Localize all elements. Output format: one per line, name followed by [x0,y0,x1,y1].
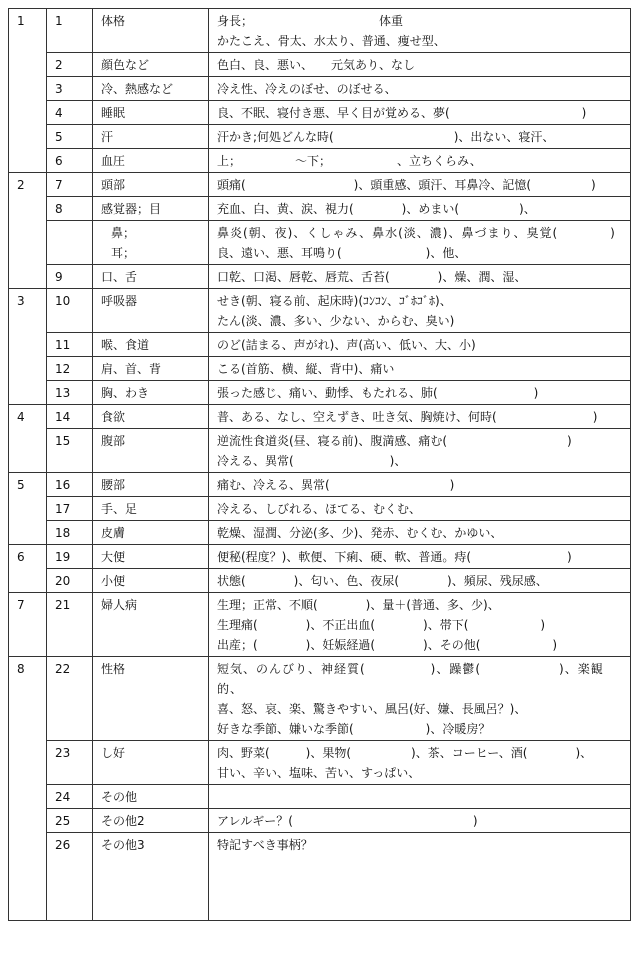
detail-cell[interactable] [209,497,631,521]
detail-cell[interactable] [209,833,631,921]
detail-text: 冷える、異常( )、 [217,454,407,468]
detail-text: 喜、怒、哀、楽、驚きやすい、風呂(好、嫌、長風呂？)、 [217,702,527,716]
detail-text: 充血、白、黄、涙、視力( )、めまい( )、 [217,202,536,216]
item-number-cell [47,833,93,921]
table-row [9,429,631,473]
item-number: 17 [55,502,71,516]
item-number: 7 [55,178,63,192]
item-label-cell [93,289,209,333]
item-label: 冷、熱感など [101,82,174,96]
item-number-cell [47,545,93,569]
item-label: 耳； [111,246,136,260]
table-row [9,809,631,833]
detail-cell[interactable] [209,289,631,333]
item-label: 血圧 [101,154,126,168]
detail-text: 甘い、辛い、塩味、苦い、すっぱい、 [217,766,421,780]
item-label-cell [93,101,209,125]
item-label: 大便 [101,550,126,564]
detail-text: 汗かき;何処どんな時( )、出ない、寝汗、 [217,130,555,144]
detail-text: かたこえ、骨太、水太り、普通、痩せ型、 [217,34,446,48]
detail-cell[interactable] [209,77,631,101]
detail-text: 頭痛( )、頭重感、頭汗、耳鼻冷、記憶( ) [217,178,596,192]
item-number: 3 [55,82,63,96]
group-number-cell [9,657,47,741]
detail-cell[interactable] [209,405,631,429]
item-number-cell [47,101,93,125]
detail-text: 冷える、しびれる、ほてる、むくむ、 [217,502,422,516]
detail-text: 色白、良、悪い、 元気あり、なし [217,58,416,72]
item-number: 21 [55,598,71,612]
table-row [9,101,631,125]
detail-text: アレルギー？( ) [217,814,478,828]
group-number-cell [9,77,47,101]
item-number-cell [47,9,93,53]
group-number-cell [9,545,47,569]
group-number-cell [9,173,47,197]
detail-cell[interactable] [209,125,631,149]
item-number-cell [47,221,93,265]
item-label: 胸、わき [101,386,150,400]
item-number: 2 [55,58,63,72]
detail-text: 好きな季節、嫌いな季節( )、冷暖房？ [217,722,491,736]
table-row [9,333,631,357]
table-row [9,197,631,221]
item-number-cell [47,741,93,785]
detail-text: 生理痛( )、不正出血( )、帯下( ) [217,618,546,632]
item-number-cell [47,53,93,77]
detail-text: 状態( )、匂い、色、夜尿( )、頻尿、残尿感、 [217,574,548,588]
group-number-cell [9,289,47,333]
item-number-cell [47,521,93,545]
item-label: し好 [101,746,126,760]
group-number-cell [9,593,47,657]
item-label: 手、足 [101,502,138,516]
item-label-cell [93,77,209,101]
detail-cell[interactable] [209,785,631,809]
item-label-cell [93,593,209,657]
item-label: 汗 [101,130,114,144]
detail-cell[interactable] [209,221,631,265]
group-number-cell [9,473,47,497]
detail-text: 肉、野菜( )、果物( )、茶、コーヒー、酒( )、 [217,746,593,760]
group-number-cell [9,357,47,381]
detail-cell[interactable] [209,9,631,53]
item-label-cell [93,785,209,809]
item-label-cell [93,497,209,521]
item-label: 小便 [101,574,126,588]
group-number-cell [9,221,47,265]
item-number-cell [47,497,93,521]
table-row [9,221,631,265]
table-row [9,289,631,333]
table-row [9,657,631,741]
item-label-cell [93,197,209,221]
item-number-cell [47,77,93,101]
health-questionnaire-table [8,8,631,921]
item-label: その他3 [101,838,145,852]
table-row [9,357,631,381]
item-number: 9 [55,270,63,284]
table-row [9,833,631,921]
table-row [9,173,631,197]
group-number: 7 [17,598,25,612]
table-row [9,521,631,545]
detail-cell[interactable] [209,101,631,125]
item-number-cell [47,289,93,333]
group-number: 6 [17,550,25,564]
item-label: 腰部 [101,478,126,492]
item-number-cell [47,809,93,833]
group-number-cell [9,569,47,593]
item-number-cell [47,785,93,809]
item-label: 喉、食道 [101,338,150,352]
detail-text: 良、不眠、寝付き悪、早く目が覚める、夢( ) [217,106,587,120]
item-number-cell [47,125,93,149]
detail-cell[interactable] [209,473,631,497]
item-number-cell [47,265,93,289]
detail-text: 特記すべき事柄？ [217,838,313,852]
item-label-cell [93,357,209,381]
item-label-cell [93,221,209,265]
item-number: 8 [55,202,63,216]
table-row [9,77,631,101]
detail-cell[interactable] [209,809,631,833]
detail-text: たん(淡、濃、多い、少ない、からむ、臭い) [217,314,455,328]
group-number-cell [9,429,47,473]
item-label: 感覚器；目 [101,202,162,216]
detail-text: のど(詰まる、声がれ)、声(高い、低い、大、小) [217,338,476,352]
detail-text: 上； ～下； 、立ちくらみ、 [217,154,482,168]
detail-cell[interactable] [209,333,631,357]
item-number-cell [47,593,93,657]
detail-cell[interactable] [209,173,631,197]
detail-text: 短気、のんびり、神経質( )、躁鬱( )、楽観的、 [217,662,604,696]
table-row [9,545,631,569]
group-number-cell [9,265,47,289]
item-number: 5 [55,130,63,144]
item-label: 顔色など [101,58,150,72]
item-label-cell [93,173,209,197]
detail-text: せき(朝、寝る前、起床時)(ｺﾝｺﾝ、ｺﾞﾎｺﾞﾎ)、 [217,294,452,308]
item-number: 4 [55,106,63,120]
item-label-cell [93,521,209,545]
group-number-cell [9,381,47,405]
item-label: その他 [101,790,138,804]
item-label: 婦人病 [101,598,138,612]
item-label-cell [93,657,209,741]
group-number-cell [9,497,47,521]
group-number: 8 [17,662,25,676]
detail-cell[interactable] [209,657,631,741]
detail-cell[interactable] [209,357,631,381]
item-number: 15 [55,434,71,448]
item-label-cell [93,125,209,149]
item-number: 18 [55,526,71,540]
item-number: 6 [55,154,63,168]
table-row [9,593,631,657]
item-label-cell [93,473,209,497]
detail-cell[interactable] [209,569,631,593]
item-label: 食欲 [101,410,126,424]
detail-cell[interactable] [209,149,631,173]
detail-text: 身長； 体重 [217,14,404,28]
item-number-cell [47,473,93,497]
group-number-cell [9,785,47,809]
group-number-cell [9,809,47,833]
item-label-cell [93,9,209,53]
detail-cell[interactable] [209,741,631,785]
table-row [9,125,631,149]
item-label-cell [93,333,209,357]
detail-text: 良、遠い、悪、耳鳴り( )、他、 [217,246,467,260]
detail-cell[interactable] [209,429,631,473]
item-label-cell [93,741,209,785]
item-label-cell [93,53,209,77]
group-number: 2 [17,178,25,192]
table-row [9,785,631,809]
item-number: 12 [55,362,71,376]
item-number: 10 [55,294,71,308]
detail-cell[interactable] [209,593,631,657]
table-row [9,497,631,521]
item-number: 16 [55,478,71,492]
group-number: 5 [17,478,25,492]
table-row [9,265,631,289]
group-number-cell [9,741,47,785]
item-number: 1 [55,14,63,28]
detail-text: 冷え性、冷えのぼせ、のぼせる、 [217,82,397,96]
item-number-cell [47,569,93,593]
item-number-cell [47,429,93,473]
table-row [9,381,631,405]
table-row [9,9,631,53]
item-label: 腹部 [101,434,126,448]
group-number-cell [9,333,47,357]
group-number-cell [9,101,47,125]
detail-cell[interactable] [209,545,631,569]
item-number: 20 [55,574,71,588]
table-row [9,53,631,77]
item-number-cell [47,357,93,381]
detail-text: 出産；( )、妊娠経過( )、その他( ) [217,638,558,652]
item-label-cell [93,265,209,289]
item-number-cell [47,197,93,221]
table-row [9,149,631,173]
item-label-cell [93,405,209,429]
detail-text: 口乾、口渇、唇乾、唇荒、舌苔( )、燥、潤、湿、 [217,270,527,284]
item-label-cell [93,429,209,473]
item-number: 19 [55,550,71,564]
item-number: 13 [55,386,71,400]
item-label: 鼻； [111,226,136,240]
detail-text: 鼻炎(朝、夜)、くしゃみ、鼻水(淡、濃)、鼻づまり、臭覚( ) [217,226,616,240]
detail-text: こる(首筋、横、縦、背中)、痛い [217,362,395,376]
item-label: 皮膚 [101,526,126,540]
item-label-cell [93,833,209,921]
table-row [9,473,631,497]
detail-text: 痛む、冷える、異常( ) [217,478,455,492]
questionnaire-sheet [8,8,630,921]
item-label: 呼吸器 [101,294,138,308]
item-label-cell [93,149,209,173]
detail-cell[interactable] [209,381,631,405]
item-label: 性格 [101,662,126,676]
detail-cell[interactable] [209,53,631,77]
detail-text: 普、ある、なし、空えずき、吐き気、胸焼け、何時( ) [217,410,598,424]
item-label: その他2 [101,814,145,828]
table-row [9,741,631,785]
item-label: 睡眠 [101,106,126,120]
group-number-cell [9,405,47,429]
detail-text: 乾燥、湿潤、分泌(多、少)、発赤、むくむ、かゆい、 [217,526,503,540]
item-number-cell [47,405,93,429]
detail-text: 張った感じ、痛い、動悸、もたれる、肺( ) [217,386,539,400]
group-number: 4 [17,410,25,424]
item-label: 肩、首、背 [101,362,162,376]
item-label-cell [93,381,209,405]
item-number: 14 [55,410,71,424]
item-number-cell [47,173,93,197]
item-label: 体格 [101,14,126,28]
group-number-cell [9,197,47,221]
item-number-cell [47,149,93,173]
item-number: 24 [55,790,71,804]
group-number: 1 [17,14,25,28]
item-number: 23 [55,746,71,760]
item-number: 26 [55,838,71,852]
detail-cell[interactable] [209,521,631,545]
group-number-cell [9,149,47,173]
table-row [9,405,631,429]
item-label-cell [93,545,209,569]
item-label-cell [93,569,209,593]
item-number: 22 [55,662,71,676]
group-number: 3 [17,294,25,308]
item-label-cell [93,809,209,833]
group-number-cell [9,53,47,77]
table-body [9,9,631,921]
item-label: 口、舌 [101,270,138,284]
item-number-cell [47,333,93,357]
table-row [9,569,631,593]
group-number-cell [9,521,47,545]
detail-text: 逆流性食道炎(昼、寝る前)、腹満感、痛む( ) [217,434,572,448]
detail-cell[interactable] [209,197,631,221]
group-number-cell [9,125,47,149]
group-number-cell [9,833,47,921]
item-number: 11 [55,338,71,352]
detail-text: 生理；正常、不順( )、量＋(普通、多、少)、 [217,598,500,612]
detail-cell[interactable] [209,265,631,289]
item-number-cell [47,657,93,741]
item-number: 25 [55,814,71,828]
item-number-cell [47,381,93,405]
group-number-cell [9,9,47,53]
detail-text: 便秘(程度？)、軟便、下痢、硬、軟、普通。痔( ) [217,550,572,564]
item-label: 頭部 [101,178,126,192]
